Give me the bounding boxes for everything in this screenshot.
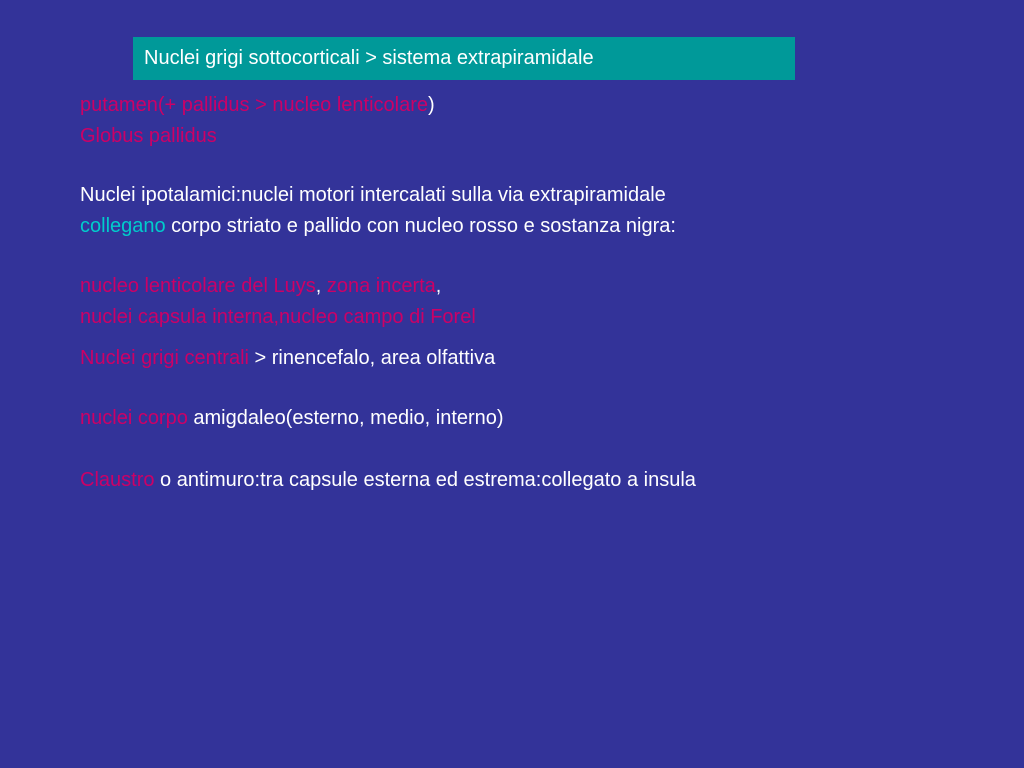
line-claustro [80,465,1000,496]
term-collegano: collegano [80,215,166,237]
term-capsula-forel: nuclei capsula interna,nucleo campo di Forel [80,306,476,328]
line-nuclei-ipotalamici [80,180,1000,211]
term-nuclei-corpo: nuclei corpo [80,407,188,429]
line-amigdaleo [80,403,1000,434]
line-globus-pallidus [80,121,1000,152]
term-putamen: putamen(+ pallidus > nucleo lenticolare [80,94,428,116]
term-claustro: Claustro [80,469,155,491]
slide-title: Nuclei grigi sottocorticali > sistema extrapiramidale [144,47,594,69]
text-antimuro: o antimuro:tra capsule esterna ed estrema:collegato a insula [154,469,696,491]
line-forel [80,302,1000,333]
text-collegano-rest: corpo striato e pallido con nucleo rosso e sostanza nigra: [165,215,676,237]
term-nuclei-grigi-centrali: Nuclei grigi centrali [80,347,249,369]
text-nuclei-ipotalamici: Nuclei ipotalamici:nuclei motori intercalati sulla via extrapiramidale [80,184,666,206]
line-luys [80,271,1000,302]
close-paren: ) [428,94,435,116]
term-zona-incerta: zona incerta [326,275,436,297]
line-nuclei-grigi-centrali [80,343,1000,374]
line-putamen [80,90,1000,121]
separator-comma: , [315,275,327,297]
slide-title-box [133,37,795,80]
slide-body [80,90,1000,496]
text-amigdaleo: amigdaleo(esterno, medio, interno) [187,407,504,429]
term-nucleo-luys: nucleo lenticolare del Luys [80,275,316,297]
text-rinencefalo: > rinencefalo, area olfattiva [248,347,496,369]
trailing-comma: , [435,275,442,297]
term-globus-pallidus: Globus pallidus [80,125,217,147]
line-collegano [80,211,1000,242]
